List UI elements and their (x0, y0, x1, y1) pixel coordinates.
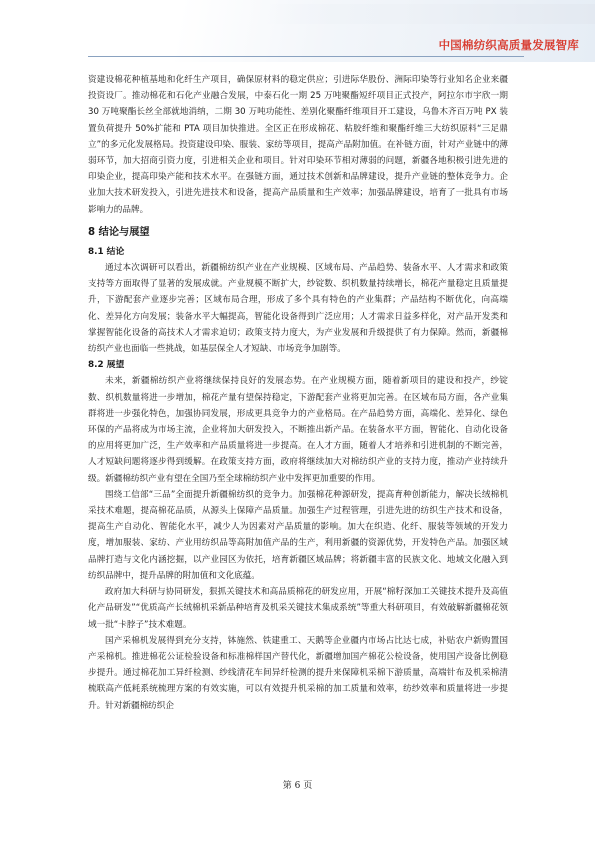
header-rule (88, 56, 524, 57)
body-paragraph: 资建设棉花种植基地和化纤生产项目，确保原材料的稳定供应；引进际华股份、洲际印染等行业知名企业来疆投资设厂。推动棉花和石化产业融合发展，中泰石化一期 25 万吨聚酯短纤项目正式投产，阿拉尔市宇欣一期 30 万吨聚酯长丝全部就地消纳，二期 30 万吨功能性、差别化聚酯纤维项目开工建设，乌鲁木齐百万吨 PX 装置负荷提升 50%扩能和 PTA 项目加快推进。全区正在形成棉花、粘胶纤维和聚酯纤维三大纺织原料“三足鼎立”的多元化发展格局。投资建设印染、服装、家纺等项目，提高产品附加值。在补链方面，针对产业链中的薄弱环节，加大招商引资力度，引进相关企业和项目。针对印染环节相对薄弱的问题，新疆各地积极引进先进的印染企业，提高印染产能和技术水平。在强链方面，通过技术创新和品牌建设，提升产业链的整体竞争力。企业加大技术研发投入，引进先进技术和设备，提高产品质量和生产效率；加强品牌建设，培育了一批具有市场影响力的品牌。 (88, 75, 508, 215)
body-paragraph: 围绕工信部“三品”全面提升新疆棉纺织的竞争力。加强棉花种源研发，提高育种创新能力，解决长绒棉机采技术难题，提高棉花品质，从源头上保障产品质量。加强生产过程管理，引进先进的纺织生产技术和设备，提高生产自动化、智能化水平，减少人为因素对产品质量的影响。加大在织造、化纤、服装等领域的开发力度，增加服装、家纺、产业用纺织品等高附加值产品的生产，利用新疆的资源优势，开发特色产品。加强区域品牌打造与文化内涵挖掘，以产业园区为依托，培育新疆区域品牌；将新疆丰富的民族文化、地域文化融入到纺织品牌中，提升品牌的附加值和文化底蕴。 (88, 489, 508, 581)
body-paragraph: 政府加大科研与协同研发，狠抓关键技术和高品质棉花的研发应用，开展“棉籽深加工关键技术提升及高值化产品研发”“优质高产长绒棉机采新品种培育及机采关键技术集成系统”等重大科研项目，有效破解新疆棉花领域一批“卡脖子”技术难题。 (88, 587, 508, 630)
body-paragraph: 国产采棉机发展得到充分支持，钵施然、铁建重工、天鹅等企业疆内市场占比达七成，补贴农户新购置国产采棉机。推进棉花公证检验设备和标准棉样国产替代化，新疆增加国产棉花公检设备，使用国产设备比例稳步提升。通过棉花加工异纤检测、纱线清花车间异纤检测的提升来保障机采棉下游质量，高端针布及机采棉清梳联高产低耗系统梳理方案的有效实施，可以有效提升机采棉的加工质量和效率，纺纱效率和质量将进一步提升。针对新疆棉纺织企 (88, 635, 508, 711)
body-paragraph: 通过本次调研可以看出，新疆棉纺织产业在产业规模、区域布局、产品趋势、装备水平、人才需求和政策支持等方面取得了显著的发展成就。产业规模不断扩大，纱锭数、织机数量持续增长，棉花产量稳定且质量提升，下游配套产业逐步完善；区域布局合理，形成了多个具有特色的产业集群；产品结构不断优化，向高端化、差异化方向发展；装备水平大幅提高，智能化设备得到广泛应用；人才需求日益多样化，对产品开发类和掌握智能化设备的高技术人才需求迫切；政策支持力度大，为产业发展和升级提供了有力保障。然而，新疆棉纺织产业也面临一些挑战，如基层保全人才短缺、市场竞争加剧等。 (88, 263, 508, 355)
header-decoration-band (265, 4, 595, 24)
header-title: 中国棉纺织高质量发展智库 (438, 38, 579, 52)
subsection-heading: 8.2 展望 (88, 360, 125, 371)
section-heading: 8 结论与展望 (88, 226, 150, 238)
document-body (88, 72, 508, 714)
page-number: 第 6 页 (282, 781, 313, 791)
body-paragraph: 未来，新疆棉纺织产业将继续保持良好的发展态势。在产业规模方面，随着新项目的建设和投产，纱锭数、织机数量将进一步增加，棉花产量有望保持稳定，下游配套产业将更加完善。在区域布局方面，各产业集群将进一步强化特色，加强协同发展，形成更具竞争力的产业格局。在产品趋势方面，高端化、差异化、绿色环保的产品将成为市场主流，企业将加大研发投入，不断推出新产品。在装备水平方面，智能化、自动化设备的应用将更加广泛，生产效率和产品质量将进一步提高。在人才方面，随着人才培养和引进机制的不断完善，人才短缺问题将逐步得到缓解。在政策支持方面，政府将继续加大对棉纺织产业的支持力度，推动产业持续升级。新疆棉纺织产业有望在全国乃至全球棉纺织产业中发挥更加重要的作用。 (88, 376, 508, 484)
subsection-heading: 8.1 结论 (88, 246, 125, 257)
